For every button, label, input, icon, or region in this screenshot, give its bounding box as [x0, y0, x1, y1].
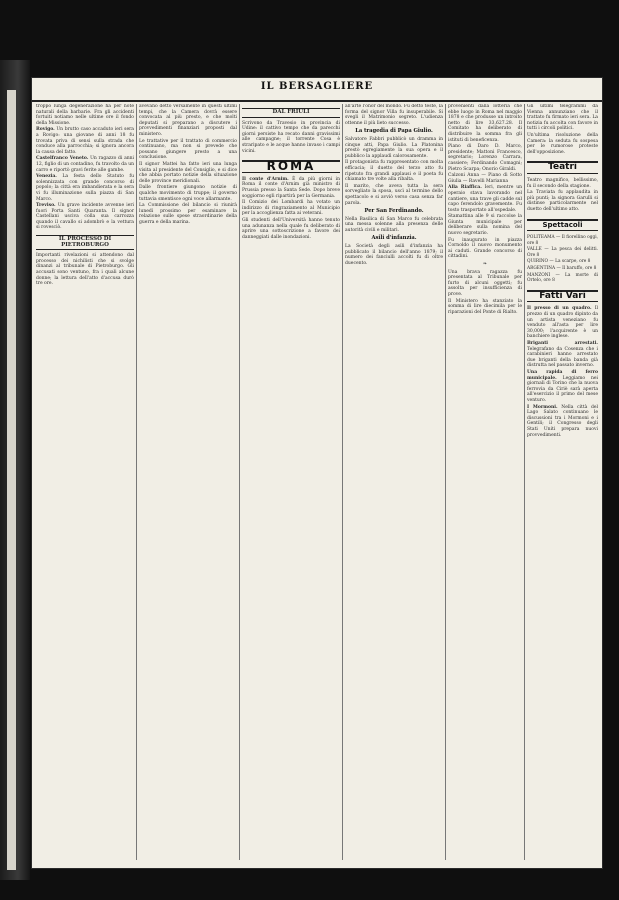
col6-teatri-head: Teatri [527, 161, 598, 174]
col4-head1: La tragedia di Papa Giulio. [355, 128, 433, 135]
col4-head3: Asili d'infanzia. [371, 235, 417, 242]
col6-fatti-head: Fatti Vari [527, 290, 598, 303]
col1-s2-head: Castelfranco Veneto. [36, 156, 89, 162]
col6-teatri-intro: Teatro magnifico, bellissimo, fu il secondo della stagione. [527, 177, 598, 189]
spettacolo-item: VALLE — La pesca dei delitti. Ore 8 [527, 247, 598, 258]
col2-text2: Le trattative per il trattato di commercio continuano, ma non si prevede che possano giungere presto a una conclusione. [139, 138, 237, 161]
column-6 [527, 104, 598, 860]
col1-section-text: Importanti rivelazioni si attendono dal processo dei nichilisti che si svolge dinanzi al tribunale di Pietroburgo. Gli accusati sono ventuno, fra i quali alcune donne; la lettura dell'atto d'accusa durò tre ore. [36, 253, 134, 287]
spettacolo-item: MANZONI — La morte di Ortelo, ore 8 [527, 272, 598, 284]
col4-text2: Salvatore Fabbri pubblicò un dramma in cinque atti, Papa Giulio. La Platonina prestò egregiamente la sua opera e il pubblico la applaudì calorosamente. [345, 136, 443, 159]
columns [36, 104, 598, 860]
col5-list1: Piano di Daro D. Marco, presidente; Mattoni Francesco, segretario; Lorenzo Carrara, cassiere; Ferdinando Comagni; Pietro Scarpa; Onorio Giraldi. [448, 144, 522, 172]
col1-s4-head: Treviso. [36, 203, 56, 209]
column-3 [242, 104, 340, 860]
binding-edge [0, 60, 30, 880]
masthead [32, 78, 602, 102]
col1-intro: troppo lunga degenerazione ha per note naturali della barbarie. Fra gli accidenti fortuiti notiamo nelle ultime ore il fondo della Missione. [36, 104, 134, 126]
spettacoli-list [527, 235, 598, 284]
col2-text4: Dalle frontiere giungono notizie di qualche movimento di truppe; il governo tuttavia smentisce ogni voce allarmante. [139, 185, 237, 202]
col2-text1: avevano detto versamente in questi ultimi tempi, che la Camera dovrà essere convocata al più presto, e che molti deputati si preparano a discutere i provvedimenti finanziari proposti dal ministero. [139, 104, 237, 137]
column-rule [342, 104, 343, 860]
col3-roma-text3: Gli studenti dell'Università hanno tenuto una adunanza nella quale fu deliberato di aprire una sottoscrizione a favore dei danneggiati dalle inondazioni. [242, 217, 340, 240]
col2-text5: La Commissione del bilancio si riunirà lunedì prossimo per esaminare la relazione sulle spese straordinarie della guerra e della marina. [139, 203, 237, 225]
col5-s2-text: Stamattina alle 9 si raccolse la Giunta municipale per deliberare sulla nomina del nuovo segretario. [448, 214, 522, 237]
col6-teatri-text: La Traviata fu applaudita in più punti; la signora Garulli si distinse particolarmente nel duetto dell'ultimo atto. [527, 190, 598, 212]
column-4 [345, 104, 443, 860]
spettacolo-item: ARGENTINA — Il baruffo, ore 8 [527, 266, 597, 272]
col1-s3-head: Venezia. [36, 174, 57, 180]
col3-roma-text1: È da più giorni in Roma il conte d'Arnim già ministro di Prussia presso la Santa Sede. Dopo breve soggiorno egli ripartirà per la Germania. [242, 176, 340, 199]
column-rule [239, 104, 240, 860]
col1-s4-text: Un grave incidente avvenne ieri fuori Porta Santi Quaranta. Il signor Castellani usciva colla sua carrozza quando il cavallo si adombrò e la vettura si rovesciò. [36, 203, 134, 231]
column-rule [136, 104, 137, 860]
spettacolo-item: QUIRINO — La scarpe, ore 8 [527, 259, 591, 265]
col5-s1-head: Alla Riaffica. [448, 185, 482, 191]
col6-fatti-text4: Nella città del Lago Salato continuano le discussioni tra i Mormoni e i Gentili; il Congresso degli Stati Uniti prepara nuovi provvedimenti. [527, 404, 598, 438]
column-rule [524, 104, 525, 860]
col5-s5-text: Il Ministero ha stanziato la somma di lire diecimila per le riparazioni del Ponte di Rialto. [448, 298, 522, 315]
col6-fatti-text1: Il prezzo di un quadro dipinto da un artista veneziano fu venduto all'asta per lire 30,000; l'acquirente è un banchiere inglese. [527, 306, 598, 340]
col3-roma-sub: Il conte d'Arnim. [242, 176, 289, 182]
col6-text2: Un'ultima risoluzione della Camera: la seduta fu sospesa per le rumorose proteste dell'opposizione. [527, 132, 598, 155]
col4-text6: La Società degli asili d'infanzia ha pubblicato il bilancio dell'anno 1879; il numero dei fanciulli accolti fu di oltre duecento. [345, 244, 443, 266]
col1-s2-text: Un ragazzo di anni 12, figlio di un contadino, fu travolto da un carro e riportò gravi ferite alle gambe. [36, 156, 134, 173]
spettacolo-item: POLITEAMA — Il fiorellino oggi, ore 8 [527, 235, 598, 246]
column-5 [448, 104, 522, 860]
newspaper-page [32, 78, 602, 868]
col3-friuli-text: Scrivono da Travesio in provincia di Udine: il cattivo tempo che da parecchi giorni persiste ha recato danni gravissimi alle campagne; il torrente Cosa è straripato e le acque hanno invaso i campi vicini. [242, 120, 340, 154]
col3-roma-head: ROMA [242, 160, 340, 173]
col6-text1: Gli ultimi telegrammi da Vienna annunziano che il trattato fu firmato ieri sera. La notizia fu accolta con favore in tutti i circoli politici. [527, 104, 598, 132]
col1-s1-text: Un brutto caso accaduto ieri sera a Rovigo: una giovane di anni 18 fu trovata priva di sensi sulla strada che conduce alla parrocchia; si ignora ancora la causa del fatto. [36, 127, 134, 155]
col1-s3-text: La festa dello Statuto fu solennizzata con grande concorso di popolo; la città era imbandierata e la sera vi fu illuminazione sulla piazza di San Marco. [36, 174, 134, 202]
col6-spett-head: Spettacoli [527, 219, 598, 232]
col3-friuli-head: DAL FRIULI [242, 108, 340, 118]
col6-fatti-sub1: Il presso di un quadro. [527, 306, 592, 312]
column-1 [36, 104, 134, 860]
col2-text3: Il signor Mattei ha fatto ieri una lunga visita al presidente del Consiglio, e si dice che abbia portato notizie della situazione delle province meridionali. [139, 161, 237, 184]
col5-s3-text: Fu inaugurato in piazza Cornoldo il nuovo monumento ai caduti. Grande concorso di cittadini. [448, 237, 522, 260]
col4-text5: Nella Basilica di San Marco fu celebrata una messa solenne alla presenza delle autorità civili e militari. [345, 216, 443, 233]
col5-list2: Calzoni Anna — Piano di Sotto Giulia — Ravelli Marianna [448, 173, 522, 184]
col6-fatti-sub3: Una rapida di ferro municipale. [527, 369, 598, 381]
col6-fatti-sub4: I Mormoni. [527, 404, 558, 410]
col6-fatti-text2: Telegrafano da Cosenza che i carabinieri hanno arrestato due briganti della banda già distrutta nel passato inverno. [527, 346, 598, 369]
col1-s1-head: Rovigo. [36, 127, 55, 133]
col4-head2: Per San Ferdinando. [364, 208, 424, 215]
column-2 [139, 104, 237, 860]
col5-text1: provenienti dalla lotteria che ebbe luogo in Roma nel maggio 1878 e che produsse un introito netto di lire 33,627.28. Il Comitato ha deliberato di distribuire la somma fra gli istituti di beneficenza. [448, 104, 522, 143]
masthead-title: IL BERSAGLIERE [260, 81, 374, 92]
column-rule [445, 104, 446, 860]
ornament-icon: ❧ [482, 261, 488, 268]
col4-text3: Il protagonista fu rappresentato con molta efficacia; il duetto del terzo atto fu ripetuto fra grandi applausi e il poeta fu chiamato tre volte alla ribalta. [345, 160, 443, 183]
col4-text1: all'arte l'onor del mondo. Fu detto testé, la forma del signor Villa fu insuperabile. Si svegli il Matrimonio segreto. L'udienza ottenne il più lieto successo. [345, 104, 443, 126]
col4-text4: Il marito, che aveva tutta la sera sorvegliato la sposa, uscì al termine dello spettacolo e si avviò verso casa senza far parola. [345, 183, 443, 206]
page-edge-strip [7, 90, 16, 870]
col5-s4-text: Una brava ragazza fu presentata al Tribunale per furto di alcuni oggetti; fu assolta per insufficienza di prove. [448, 269, 522, 297]
col6-fatti-sub2: Briganti arrestati. [527, 341, 598, 346]
col1-section-head: IL PROCESSO DI PIETROBURGO [36, 235, 134, 250]
col3-roma-text2: Il Comizio dei Lombardi ha votato un indirizzo di ringraziamento al Municipio per la accoglienza fatta ai veterani. [242, 200, 340, 217]
col6-fatti-text3: Leggiamo nei giornali di Torino che la nuova ferrovia da Ciriè sarà aperta all'esercizio il primo del mese venturo. [527, 375, 598, 403]
col5-s1-text: Ieri, mentre un operaio stava lavorando nel cantiere, una trave gli cadde sul capo ferendolo gravemente. Fu tosto trasportato all'ospedale. [448, 185, 522, 213]
